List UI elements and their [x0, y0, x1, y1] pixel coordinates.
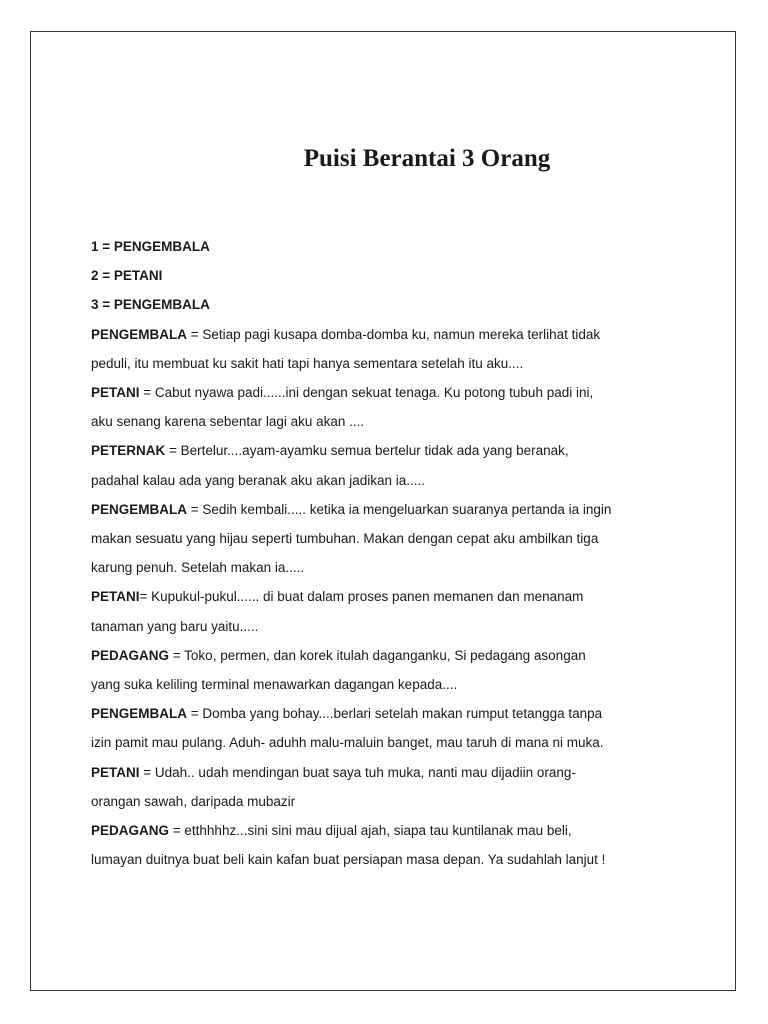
poem-body: [91, 232, 691, 874]
stanza-line: [91, 378, 691, 407]
stanza-line: karung penuh. Setelah makan ia.....: [91, 560, 305, 576]
stanza-line: tanaman yang baru yaitu.....: [91, 618, 259, 634]
stanza-8: [91, 758, 691, 816]
stanza-line: yang suka keliling terminal menawarkan dagangan kepada....: [91, 677, 458, 693]
line-text: Domba yang bohay....berlari setelah makan rumput tetangga tanpa: [202, 706, 603, 722]
stanza-line: [91, 582, 691, 611]
stanza-9: [91, 816, 691, 874]
line-text: etthhhhz...sini sini mau dijual ajah, siapa tau kuntilanak mau beli,: [184, 823, 572, 839]
stanza-line: orangan sawah, daripada mubazir: [91, 793, 296, 809]
stanza-3: [91, 436, 691, 494]
stanza-1: [91, 320, 691, 378]
stanza-line: peduli, itu membuat ku sakit hati tapi hanya sementara setelah itu aku....: [91, 355, 524, 371]
speaker-separator: =: [139, 764, 155, 780]
speaker-label: PEDAGANG: [91, 647, 170, 663]
stanza-line: [91, 758, 691, 787]
speaker-label: PENGEMBALA: [91, 501, 188, 517]
stanza-line: [91, 320, 691, 349]
page-title: Puisi Berantai 3 Orang: [303, 145, 551, 172]
stanza-line: [91, 816, 691, 845]
stanza-line: [91, 699, 691, 728]
speaker-label: PENGEMBALA: [91, 706, 188, 722]
legend-line-2: 2 = PETANI: [91, 268, 163, 284]
stanza-line: aku senang karena sebentar lagi aku akan ....: [91, 414, 365, 430]
line-text: Cabut nyawa padi......ini dengan sekuat tenaga. Ku potong tubuh padi ini,: [154, 385, 594, 401]
speaker-separator: =: [169, 823, 185, 839]
stanza-line: izin pamit mau pulang. Aduh- aduhh malu-maluin banget, mau taruh di mana ni muka.: [91, 735, 604, 751]
speaker-label: PETERNAK: [91, 443, 166, 459]
stanza-line: padahal kalau ada yang beranak aku akan jadikan ia.....: [91, 472, 425, 488]
legend-line-1: 1 = PENGEMBALA: [91, 239, 210, 254]
legend-line-3: 3 = PENGEMBALA: [91, 297, 210, 313]
speaker-separator: =: [187, 501, 203, 517]
stanza-5: [91, 582, 691, 640]
line-text: Toko, permen, dan korek itulah daganganku, Si pedagang asongan: [184, 647, 586, 663]
speaker-label: PENGEMBALA: [91, 326, 188, 342]
document-page: [30, 31, 736, 991]
stanza-6: [91, 641, 691, 699]
speaker-separator: =: [165, 443, 181, 459]
speaker-separator: =: [187, 706, 203, 722]
line-text: Sedih kembali..... ketika ia mengeluarkan suaranya pertanda ia ingin: [202, 501, 612, 517]
stanza-line: [91, 436, 691, 465]
stanza-7: [91, 699, 691, 757]
line-text: Kupukul-pukul...... di buat dalam proses panen memanen dan menanam: [151, 589, 584, 605]
stanza-2: [91, 378, 691, 436]
stanza-line: makan sesuatu yang hijau seperti tumbuhan. Makan dengan cepat aku ambilkan tiga: [91, 531, 599, 547]
speaker-label: PETANI: [91, 385, 140, 401]
line-text: Setiap pagi kusapa domba-domba ku, namun mereka terlihat tidak: [202, 326, 601, 342]
speaker-separator: =: [139, 589, 152, 605]
speaker-label: PEDAGANG: [91, 823, 170, 839]
line-text: Udah.. udah mendingan buat saya tuh muka, nanti mau dijadiin orang-: [154, 764, 576, 780]
stanza-line: [91, 641, 691, 670]
stanza-line: lumayan duitnya buat beli kain kafan buat persiapan masa depan. Ya sudahlah lanjut !: [91, 852, 606, 868]
speaker-label: PETANI: [91, 764, 140, 780]
line-text: Bertelur....ayam-ayamku semua bertelur tidak ada yang beranak,: [180, 443, 569, 459]
speaker-label: PETANI: [91, 589, 140, 605]
speaker-separator: =: [187, 326, 203, 342]
stanza-line: [91, 495, 691, 524]
speaker-separator: =: [139, 385, 155, 401]
stanza-4: [91, 495, 691, 583]
speaker-separator: =: [169, 647, 185, 663]
